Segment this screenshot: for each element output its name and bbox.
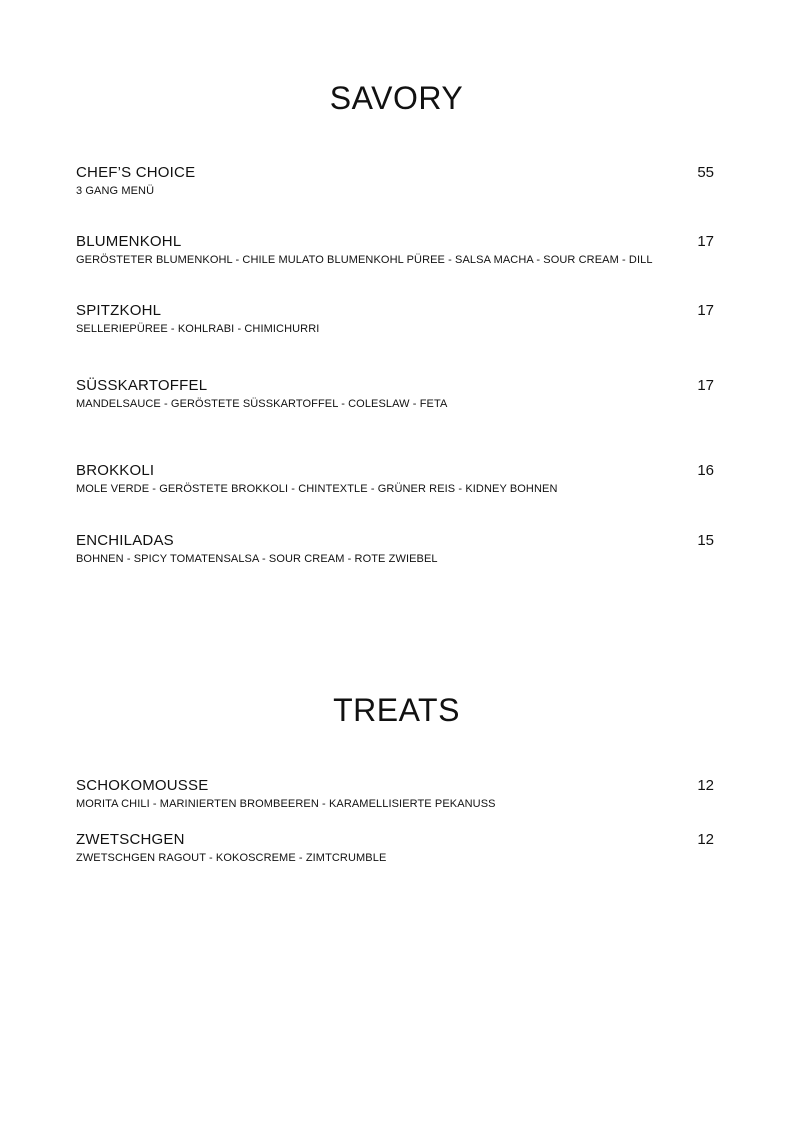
menu-item-brokkoli bbox=[76, 462, 714, 496]
menu-item-spitzkohl bbox=[76, 302, 714, 336]
menu-item-schokomousse bbox=[76, 777, 714, 811]
item-name: CHEF’S CHOICE bbox=[76, 164, 196, 181]
item-price: 15 bbox=[697, 532, 714, 549]
item-name: SCHOKOMOUSSE bbox=[76, 777, 209, 794]
item-price: 17 bbox=[697, 302, 714, 319]
menu-item-zwetschgen bbox=[76, 831, 714, 865]
item-description: SELLERIEPÜREE - KOHLRABI - CHIMICHURRI bbox=[76, 323, 320, 335]
item-name: BROKKOLI bbox=[76, 462, 155, 479]
item-description: 3 GANG MENÜ bbox=[76, 185, 155, 197]
item-name: BLUMENKOHL bbox=[76, 233, 182, 250]
item-name: ENCHILADAS bbox=[76, 532, 174, 549]
item-name: SPITZKOHL bbox=[76, 302, 162, 319]
savory-section-title: SAVORY bbox=[329, 80, 464, 116]
item-price: 55 bbox=[697, 164, 714, 181]
item-description: MORITA CHILI - MARINIERTEN BROMBEEREN - KARAMELLISIERTE PEKANUSS bbox=[76, 798, 496, 810]
item-description: BOHNEN - SPICY TOMATENSALSA - SOUR CREAM - ROTE ZWIEBEL bbox=[76, 553, 438, 565]
item-price: 12 bbox=[697, 777, 714, 794]
menu-item-blumenkohl bbox=[76, 233, 714, 267]
menu-item-enchiladas bbox=[76, 532, 714, 566]
item-name: ZWETSCHGEN bbox=[76, 831, 185, 848]
item-description: MOLE VERDE - GERÖSTETE BROKKOLI - CHINTEXTLE - GRÜNER REIS - KIDNEY BOHNEN bbox=[76, 483, 558, 495]
item-price: 17 bbox=[697, 233, 714, 250]
item-description: MANDELSAUCE - GERÖSTETE SÜSSKARTOFFEL - COLESLAW - FETA bbox=[76, 398, 448, 410]
item-price: 17 bbox=[697, 377, 714, 394]
menu-item-chefs-choice bbox=[76, 164, 714, 198]
menu-item-suesskartoffel bbox=[76, 377, 714, 411]
item-description: GERÖSTETER BLUMENKOHL - CHILE MULATO BLUMENKOHL PÜREE - SALSA MACHA - SOUR CREAM - DILL bbox=[76, 254, 653, 266]
item-description: ZWETSCHGEN RAGOUT - KOKOSCREME - ZIMTCRUMBLE bbox=[76, 852, 387, 864]
treats-section-title: TREATS bbox=[333, 692, 460, 728]
item-name: SÜSSKARTOFFEL bbox=[76, 377, 208, 394]
item-price: 12 bbox=[697, 831, 714, 848]
item-price: 16 bbox=[697, 462, 714, 479]
